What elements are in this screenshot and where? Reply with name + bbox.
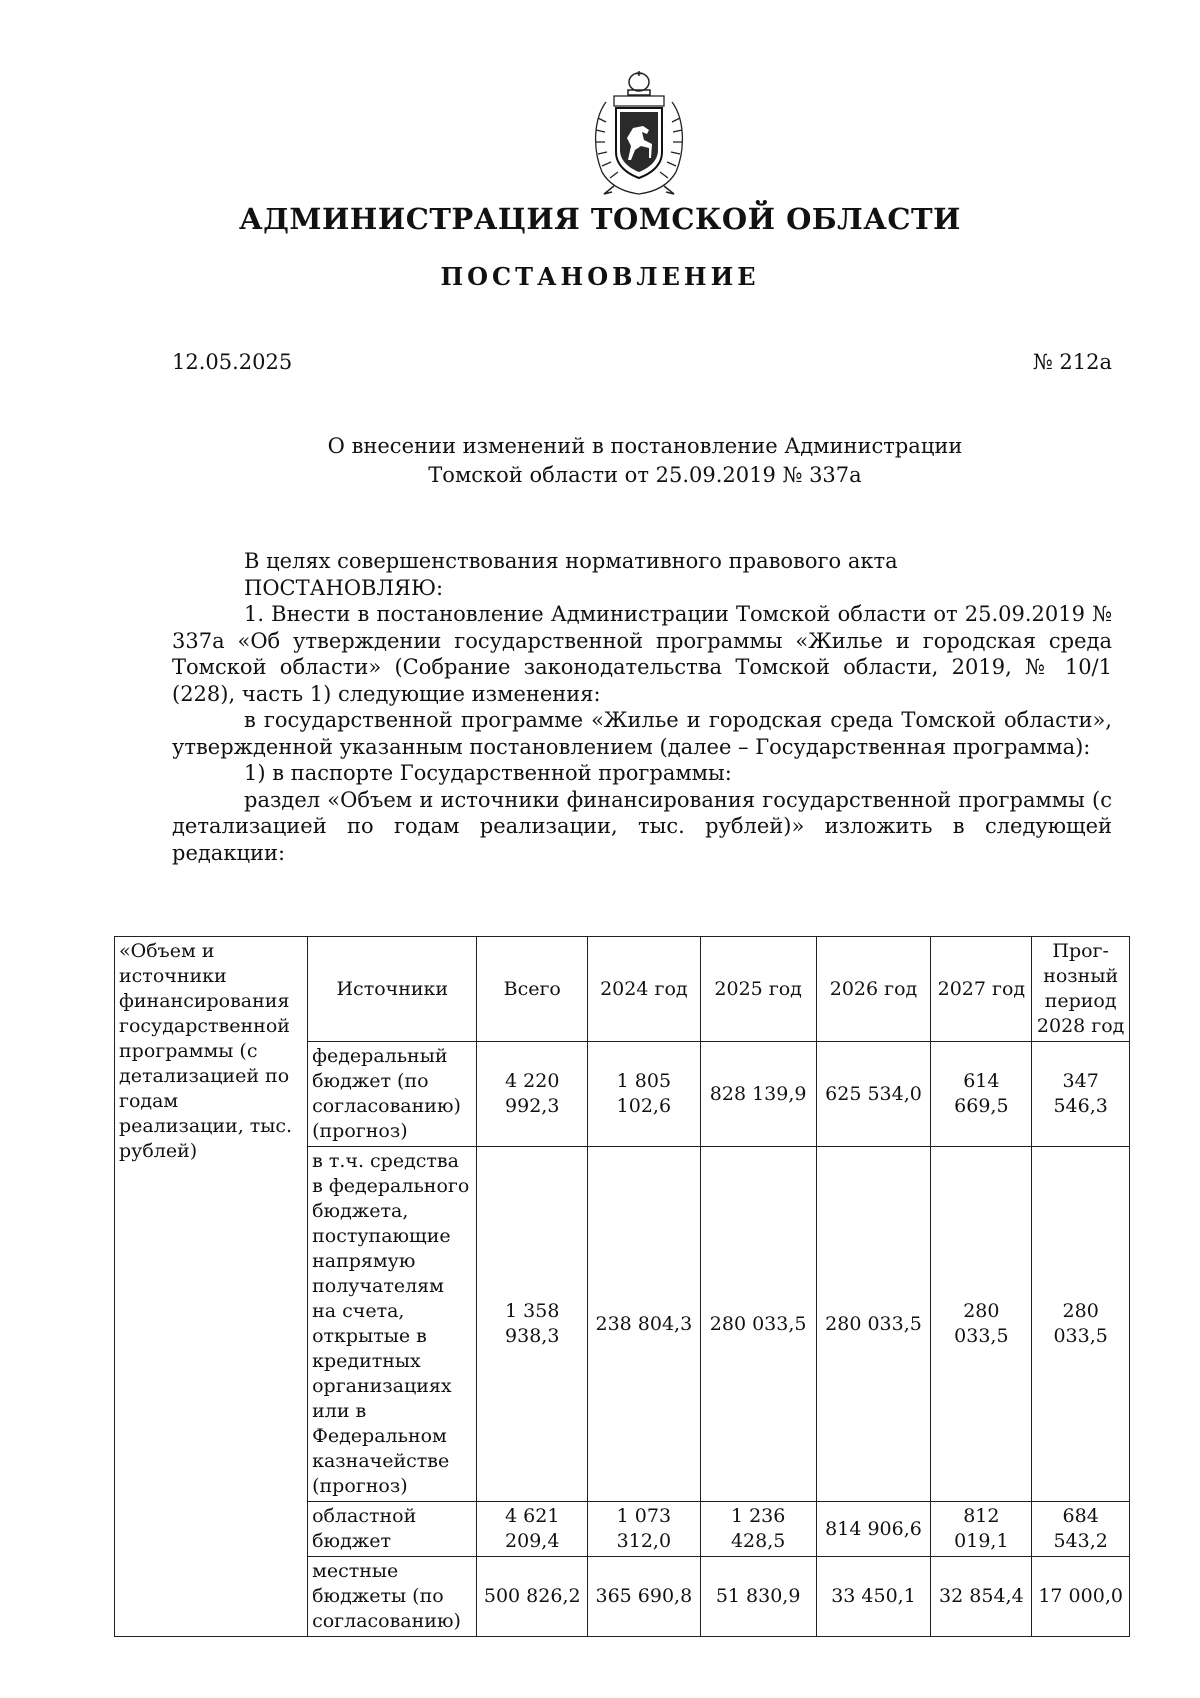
y2025-cell: 280 033,5 <box>700 1147 816 1502</box>
subject-line-2: Томской области от 25.09.2019 № 337а <box>428 463 862 487</box>
y2026-cell: 33 450,1 <box>816 1557 931 1637</box>
y2024-cell: 1 073 312,0 <box>588 1502 701 1557</box>
header-2025: 2025 год <box>700 937 816 1042</box>
table-header-row <box>115 937 1130 1042</box>
body-paragraph-item-1: 1. Внести в постановление Администрации Томской области от 25.09.2019 № 337а «Об утверждении государственной программы «Жилье и городская среда Томской области» (Собрание законодательства Томской области, 2019, № 10/1 (228), часть 1) следующие изменения: <box>172 602 1112 706</box>
subject-line-1: О внесении изменений в постановление Администрации <box>327 434 963 458</box>
financing-table <box>114 936 1130 1637</box>
forecast-cell: 280 033,5 <box>1032 1147 1130 1502</box>
body-paragraph-program: в государственной программе «Жилье и городская среда Томской области», утвержденной указанным постановлением (далее – Государственная программа): <box>172 708 1112 759</box>
header-forecast: Прог-нозный период 2028 год <box>1032 937 1130 1042</box>
document-body <box>172 548 1112 866</box>
y2026-cell: 280 033,5 <box>816 1147 931 1502</box>
header-2026: 2026 год <box>816 937 931 1042</box>
source-cell: местные бюджеты (по согласованию) <box>308 1557 477 1637</box>
header-2027: 2027 год <box>931 937 1032 1042</box>
total-cell: 1 358 938,3 <box>477 1147 588 1502</box>
y2025-cell: 828 139,9 <box>700 1042 816 1147</box>
y2026-cell: 625 534,0 <box>816 1042 931 1147</box>
body-paragraph-section: раздел «Объем и источники финансирования государственной программы (с детализацией по годам реализации, тыс. рублей)» изложить в следующей редакции: <box>172 787 1112 865</box>
document-subject <box>0 432 1200 490</box>
header-sources: Источники <box>308 937 477 1042</box>
y2025-cell: 1 236 428,5 <box>700 1502 816 1557</box>
y2024-cell: 365 690,8 <box>588 1557 701 1637</box>
total-cell: 4 220 992,3 <box>477 1042 588 1147</box>
total-cell: 4 621 209,4 <box>477 1502 588 1557</box>
organization-title: АДМИНИСТРАЦИЯ ТОМСКОЙ ОБЛАСТИ <box>239 202 961 236</box>
forecast-cell: 17 000,0 <box>1032 1557 1130 1637</box>
y2027-cell: 32 854,4 <box>931 1557 1032 1637</box>
total-cell: 500 826,2 <box>477 1557 588 1637</box>
source-cell: федеральный бюджет (по согласованию) (прогноз) <box>308 1042 477 1147</box>
header-2024: 2024 год <box>588 937 701 1042</box>
y2024-cell: 238 804,3 <box>588 1147 701 1502</box>
header-total: Всего <box>477 937 588 1042</box>
source-cell: в т.ч. средства в федерального бюджета, поступающие напрямую получателям на счета, открытые в кредитных организациях или в Федеральном казначействе (прогноз) <box>308 1147 477 1502</box>
y2024-cell: 1 805 102,6 <box>588 1042 701 1147</box>
y2027-cell: 614 669,5 <box>931 1042 1032 1147</box>
forecast-cell: 347 546,3 <box>1032 1042 1130 1147</box>
document-date: 12.05.2025 <box>172 350 293 374</box>
y2026-cell: 814 906,6 <box>816 1502 931 1557</box>
source-cell: областной бюджет <box>308 1502 477 1557</box>
body-paragraph-passport: 1) в паспорте Государственной программы: <box>244 761 732 785</box>
document-number: № 212а <box>1032 350 1112 374</box>
document-type: ПОСТАНОВЛЕНИЕ <box>440 262 760 291</box>
forecast-cell: 684 543,2 <box>1032 1502 1130 1557</box>
y2027-cell: 812 019,1 <box>931 1502 1032 1557</box>
row-label-cell: «Объем и источники финансирования государственной программы (с детализацией по годам реализации, тыс. рублей) <box>115 937 308 1637</box>
body-paragraph-purpose: В целях совершенствования нормативного правового акта <box>244 549 898 573</box>
y2025-cell: 51 830,9 <box>700 1557 816 1637</box>
body-paragraph-decree: ПОСТАНОВЛЯЮ: <box>244 575 444 600</box>
coat-of-arms-emblem <box>584 68 694 198</box>
y2027-cell: 280 033,5 <box>931 1147 1032 1502</box>
